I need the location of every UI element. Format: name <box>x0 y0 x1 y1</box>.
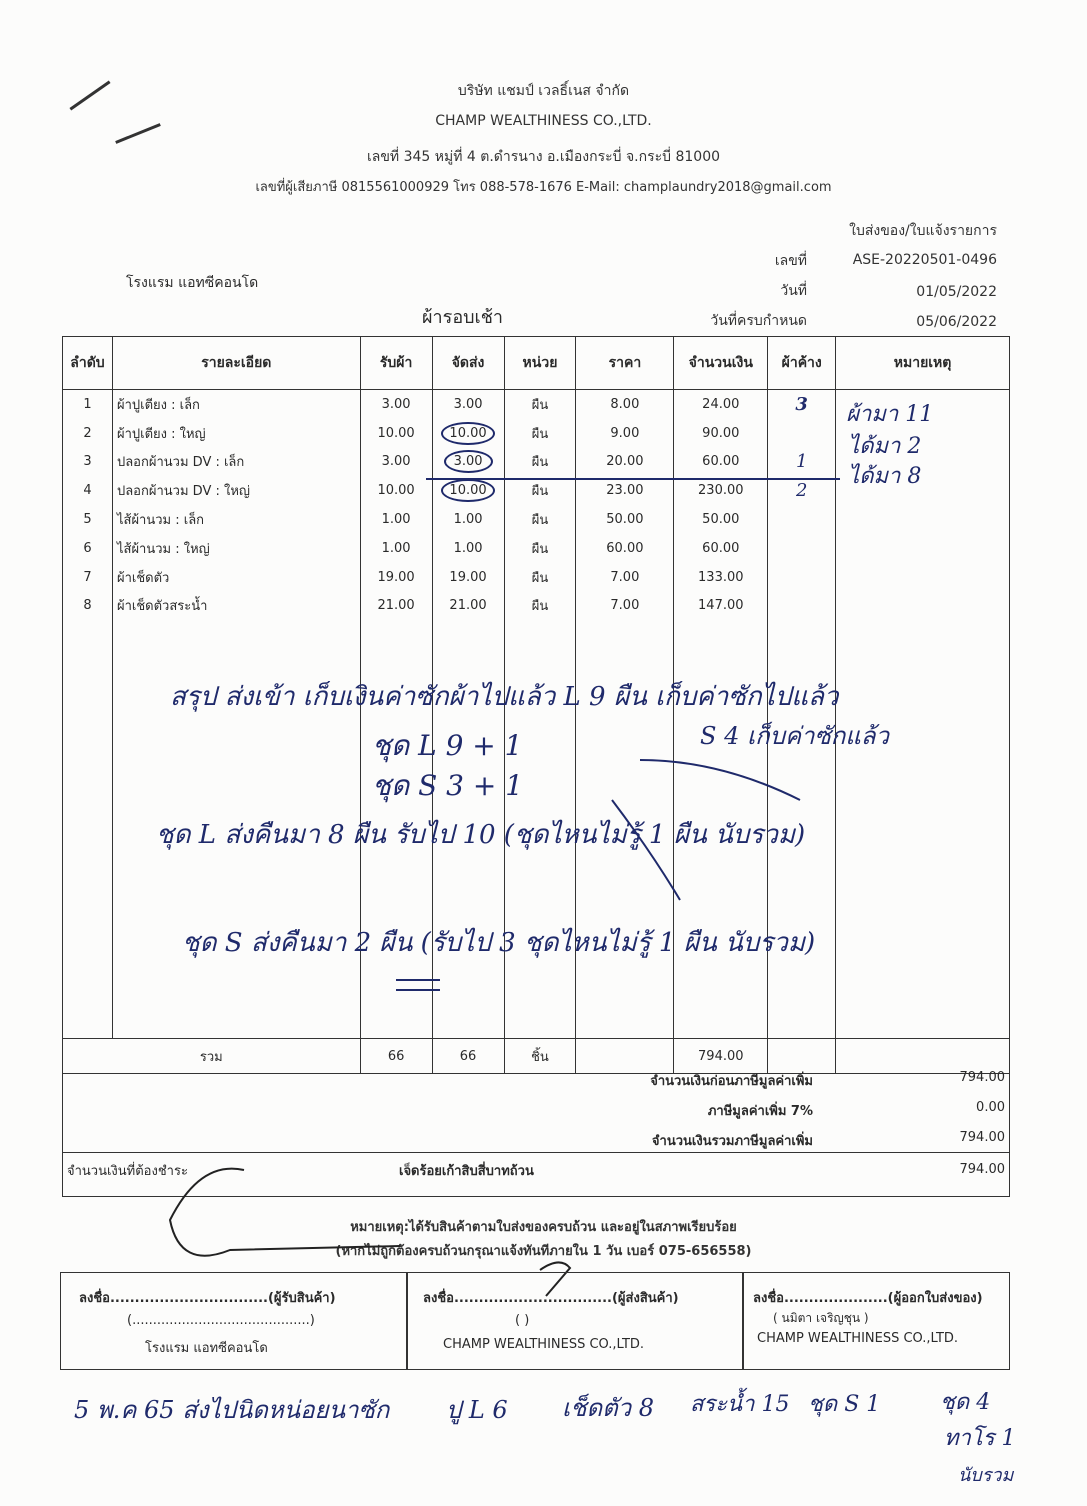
company-address: เลขที่ 345 หมู่ที่ 4 ต.ดำรนาง อ.เมืองกระบี่ จ.กระบี่ 81000 <box>366 149 721 165</box>
company-name-en: CHAMP WEALTHINESS CO.,LTD. <box>435 113 652 129</box>
sig-box-issuer <box>742 1272 1010 1370</box>
note-line-1: หมายเหตุ:ได้รับสินค้าตามใบส่งของครบถ้วน และอยู่ในสภาพเรียบร้อย <box>350 1220 737 1235</box>
cell-desc: ไส้ผ้านวม : ใหญ่ <box>112 534 360 563</box>
cell-sent: 3.00 <box>432 390 504 419</box>
cell-price: 50.00 <box>576 505 674 534</box>
cell-unit: ผืน <box>504 592 576 621</box>
cell-no: 8 <box>63 592 113 621</box>
cell-amount: 147.00 <box>674 592 768 621</box>
cell-price: 23.00 <box>576 476 674 505</box>
cell-unit: ผืน <box>504 534 576 563</box>
cell-no: 5 <box>63 505 113 534</box>
bottom-note-7: ทาโร 1 <box>944 1426 1016 1451</box>
total-amount: 794.00 <box>674 1039 768 1074</box>
pre-vat-value: 794.00 <box>959 1070 1005 1085</box>
header-sent: จัดส่ง <box>432 337 504 390</box>
handwriting-line-2: ชุด L 9 + 1 <box>372 729 523 762</box>
cell-recv: 10.00 <box>360 476 432 505</box>
bottom-note-4: สระน้ำ 15 <box>690 1392 790 1417</box>
incl-vat-value: 794.00 <box>959 1130 1005 1145</box>
doc-date-label: วันที่ <box>780 283 807 299</box>
cell-amount: 60.00 <box>674 534 768 563</box>
handwriting-line-1: สรุป ส่งเข้า เก็บเงินค่าซักผ้าไปแล้ว L 9 ผืน เก็บค่าซักไปแล้ว <box>170 682 839 712</box>
sig-box-sender <box>406 1272 744 1370</box>
doc-due-label: วันที่ครบกำหนด <box>710 313 807 329</box>
cell-recv: 3.00 <box>360 448 432 477</box>
note-line-2: (หากไม่ถูกต้องครบถ้วนกรุณาแจ้งทันทีภายใน 1 วัน เบอร์ 075-656558) <box>335 1244 752 1259</box>
cell-price: 20.00 <box>576 448 674 477</box>
cell-owed: 3 <box>768 390 836 419</box>
receiver-paren: (...........................................) <box>127 1313 315 1328</box>
company-name-th: บริษัท แชมป์ เวลธิ์เนส จำกัด <box>457 83 630 99</box>
amount-due-words: เจ็ดร้อยเก้าสิบสี่บาทถ้วน <box>399 1164 534 1179</box>
cell-unit: ผืน <box>504 563 576 592</box>
cell-no: 7 <box>63 563 113 592</box>
issuer-sign-line: ลงชื่อ.....................(ผู้ออกใบส่งของ) <box>753 1291 983 1306</box>
cell-desc: ผ้าปูเตียง : ใหญ่ <box>112 419 360 448</box>
vat-label: ภาษีมูลค่าเพิ่ม 7% <box>707 1104 813 1119</box>
cell-unit: ผืน <box>504 505 576 534</box>
doc-category: ผ้ารอบเช้า <box>422 307 504 328</box>
cell-recv: 19.00 <box>360 563 432 592</box>
cell-desc: ปลอกผ้านวม DV : ใหญ่ <box>112 476 360 505</box>
doc-date-value: 01/05/2022 <box>916 284 997 300</box>
header-unit: หน่วย <box>504 337 576 390</box>
circled-value: 3.00 <box>444 450 493 473</box>
cell-sent: 19.00 <box>432 563 504 592</box>
cell-desc: ผ้าเช็ดตัวสระน้ำ <box>112 592 360 621</box>
cell-amount: 24.00 <box>674 390 768 419</box>
header-desc: รายละเอียด <box>112 337 360 390</box>
company-tax-line: เลขที่ผู้เสียภาษี 0815561000929 โทร 088-578-1676 E-Mail: champlaundry2018@gmail.com <box>255 180 832 195</box>
header-remark: หมายเหตุ <box>836 337 1010 390</box>
header-price: ราคา <box>576 337 674 390</box>
handwriting-line-1b: S 4 เก็บค่าซักแล้ว <box>700 722 889 750</box>
customer-name: โรงแรม แอทซีคอนโด <box>126 275 259 291</box>
cell-desc: ปลอกผ้านวม DV : เล็ก <box>112 448 360 477</box>
cell-amount: 50.00 <box>674 505 768 534</box>
total-sent: 66 <box>432 1039 504 1074</box>
cell-owed: 1 <box>768 448 836 477</box>
sender-sign-line: ลงชื่อ................................(ผู้ส่งสินค้า) <box>423 1291 679 1306</box>
bottom-note-3: เช็ดตัว 8 <box>562 1394 655 1422</box>
header-no: ลำดับ <box>63 337 113 390</box>
cell-no: 2 <box>63 419 113 448</box>
cell-amount: 60.00 <box>674 448 768 477</box>
bottom-note-8: นับรวม <box>958 1465 1014 1486</box>
issuer-name: ( นมิตา เจริญชุน ) <box>773 1311 869 1325</box>
amount-due-label: จำนวนเงินที่ต้องชำระ <box>67 1164 188 1179</box>
cell-no: 4 <box>63 476 113 505</box>
sender-name: CHAMP WEALTHINESS CO.,LTD. <box>443 1337 645 1352</box>
sig-box-receiver <box>60 1272 408 1370</box>
remark-line-2: ได้มา 2 <box>848 434 922 459</box>
bottom-note-1: 5 พ.ค 65 ส่งไปนิดหน่อยนาซัก <box>74 1396 390 1424</box>
sender-paren: ( ) <box>515 1313 530 1328</box>
receiver-name: โรงแรม แอทซีคอนโด <box>145 1341 268 1356</box>
cell-sent: 21.00 <box>432 592 504 621</box>
receiver-sign-line: ลงชื่อ................................(ผู้รับสินค้า) <box>79 1291 336 1306</box>
cell-price: 7.00 <box>576 563 674 592</box>
bottom-note-2: ปู L 6 <box>446 1396 508 1424</box>
remark-line-3: ได้มา 8 <box>848 464 922 489</box>
amount-due-value: 794.00 <box>959 1162 1005 1177</box>
pre-vat-label: จำนวนเงินก่อนภาษีมูลค่าเพิ่ม <box>650 1074 813 1089</box>
cell-unit: ผืน <box>504 390 576 419</box>
cell-desc: ผ้าเช็ดตัว <box>112 563 360 592</box>
circled-value: 10.00 <box>441 422 494 445</box>
issuer-company: CHAMP WEALTHINESS CO.,LTD. <box>757 1331 959 1346</box>
doc-due-value: 05/06/2022 <box>916 314 997 330</box>
handwriting-line-4: ชุด L ส่งคืนมา 8 ผืน รับไป 10 (ชุดไหนไม่รู้ 1 ผืน นับรวม) <box>156 820 806 850</box>
cell-amount: 90.00 <box>674 419 768 448</box>
bottom-note-6: ชุด 4 <box>940 1390 991 1415</box>
cell-owed: 2 <box>768 476 836 505</box>
cell-amount: 230.00 <box>674 476 768 505</box>
cell-price: 9.00 <box>576 419 674 448</box>
cell-recv: 1.00 <box>360 505 432 534</box>
cell-desc: ผ้าปูเตียง : เล็ก <box>112 390 360 419</box>
cell-price: 7.00 <box>576 592 674 621</box>
cell-unit: ผืน <box>504 448 576 477</box>
handwriting-line-3: ชุด S 3 + 1 <box>372 769 524 802</box>
total-unit: ชิ้น <box>504 1039 576 1074</box>
circled-value: 10.00 <box>441 479 494 502</box>
cell-recv: 3.00 <box>360 390 432 419</box>
cell-sent: 1.00 <box>432 505 504 534</box>
cell-recv: 10.00 <box>360 419 432 448</box>
cell-unit: ผืน <box>504 476 576 505</box>
cell-recv: 21.00 <box>360 592 432 621</box>
doc-type: ใบส่งของ/ใบแจ้งรายการ <box>849 223 997 239</box>
total-recv: 66 <box>360 1039 432 1074</box>
cell-sent: 1.00 <box>432 534 504 563</box>
cell-amount: 133.00 <box>674 563 768 592</box>
cell-desc: ไส้ผ้านวม : เล็ก <box>112 505 360 534</box>
vat-value: 0.00 <box>976 1100 1005 1115</box>
remark-line-1: ผ้ามา 11 <box>846 402 934 427</box>
doc-no-value: ASE-20220501-0496 <box>852 252 997 268</box>
header-amount: จำนวนเงิน <box>674 337 768 390</box>
bottom-note-5: ชุด S 1 <box>808 1392 881 1417</box>
doc-no-label: เลขที่ <box>774 253 807 269</box>
handwriting-line-5: ชุด S ส่งคืนมา 2 ผืน (รับไป 3 ชุดไหนไม่รู้ 1 ผืน นับรวม) <box>182 928 816 958</box>
incl-vat-label: จำนวนเงินรวมภาษีมูลค่าเพิ่ม <box>651 1134 813 1149</box>
cell-price: 8.00 <box>576 390 674 419</box>
cell-no: 3 <box>63 448 113 477</box>
header-recv: รับผ้า <box>360 337 432 390</box>
cell-no: 1 <box>63 390 113 419</box>
total-label: รวม <box>63 1039 361 1074</box>
header-owed: ผ้าค้าง <box>768 337 836 390</box>
cell-recv: 1.00 <box>360 534 432 563</box>
cell-no: 6 <box>63 534 113 563</box>
cell-unit: ผืน <box>504 419 576 448</box>
cell-price: 60.00 <box>576 534 674 563</box>
